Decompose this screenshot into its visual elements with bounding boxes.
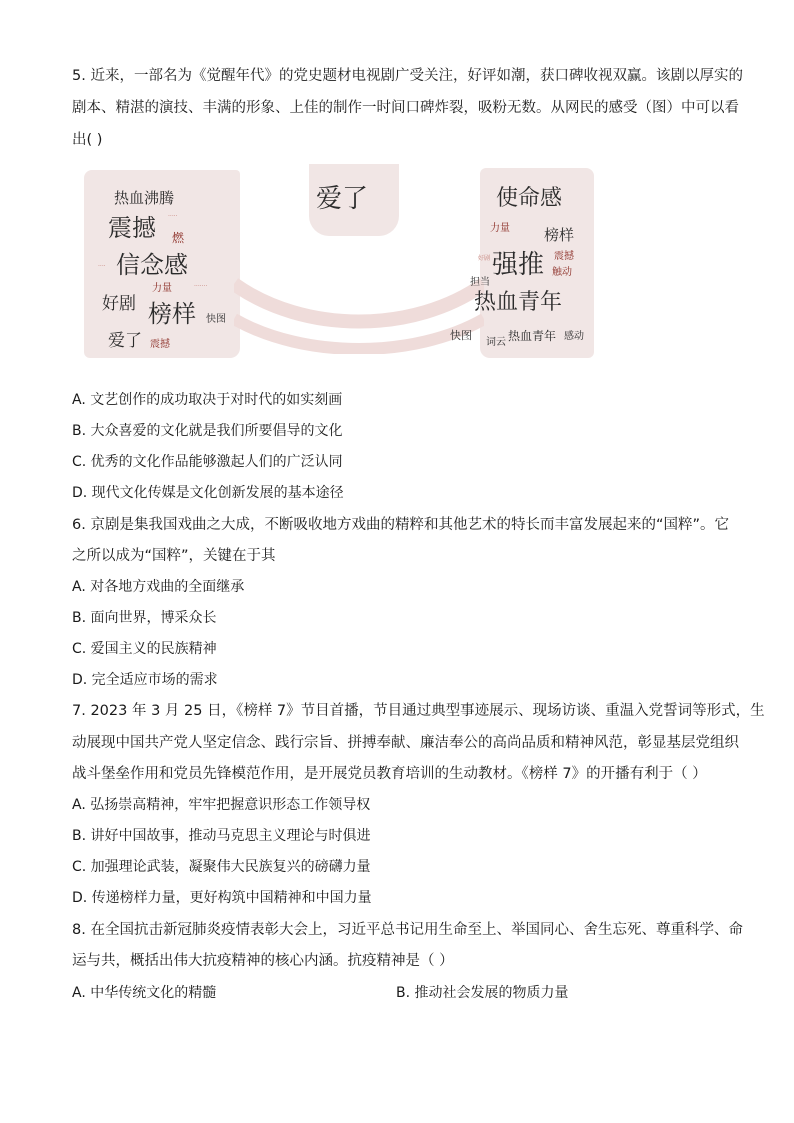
q6-stem-line-2: 之所以成为“国粹”，关键在于其 — [72, 548, 276, 564]
left-word: 震撼 — [150, 339, 170, 350]
right-word: 触动 — [552, 267, 572, 278]
left-word: 震撼 — [108, 214, 156, 242]
q6-option-a[interactable]: A. 对各地方戏曲的全面继承 — [72, 579, 245, 595]
small-word: ····· — [168, 213, 178, 220]
left-word: 力量 — [152, 283, 172, 294]
ribbon-graphic — [234, 274, 484, 354]
right-word: 热血青年 — [474, 290, 563, 315]
q8-option-b[interactable]: B. 推动社会发展的物质力量 — [396, 985, 569, 1001]
right-word: 力量 — [490, 223, 510, 234]
right-word: 热血青年 — [508, 329, 557, 343]
left-word: 爱了 — [108, 331, 142, 351]
left-word: 燃 — [172, 231, 185, 245]
q7-option-a[interactable]: A. 弘扬崇高精神，牢牢把握意识形态工作领导权 — [72, 797, 371, 813]
left-word: 快图 — [206, 314, 226, 325]
q5-stem-line-1: 5. 近来，一部名为《觉醒年代》的党史题材电视剧广受关注，好评如潮，获口碑收视双赢。该剧以厚实的 — [72, 68, 743, 84]
right-word: 担当 — [470, 277, 490, 288]
q5-option-a[interactable]: A. 文艺创作的成功取决于对时代的如实刻画 — [72, 392, 343, 408]
q8-option-a[interactable]: A. 中华传统文化的精髓 — [72, 985, 217, 1001]
center-word: 爱了 — [316, 184, 369, 214]
q5-stem-line-3: 出( ) — [72, 132, 103, 148]
q7-option-b[interactable]: B. 讲好中国故事，推动马克思主义理论与时俱进 — [72, 828, 371, 844]
left-word: 好剧 — [102, 294, 136, 314]
q7-stem-line-3: 战斗堡垒作用和党员先锋模范作用，是开展党员教育培训的生动教材。《榜样 7》的开播有利于（ ） — [72, 766, 707, 782]
q7-option-c[interactable]: C. 加强理论武装，凝聚伟大民族复兴的磅礴力量 — [72, 859, 371, 875]
right-word: 快图 — [450, 329, 472, 342]
q6-option-b[interactable]: B. 面向世界，博采众长 — [72, 610, 217, 626]
q5-option-c[interactable]: C. 优秀的文化作品能够激起人们的广泛认同 — [72, 454, 343, 470]
right-word: 使命感 — [496, 186, 563, 211]
left-word: 榜样 — [148, 300, 196, 328]
word-cloud-figure — [84, 164, 594, 360]
small-word: ···· — [98, 263, 106, 270]
left-word: 热血沸腾 — [114, 189, 175, 207]
q5-stem-line-2: 剧本、精湛的演技、丰满的形象、上佳的制作一时间口碑炸裂，吸粉无数。从网民的感受（图）中可以看 — [72, 100, 739, 116]
q6-stem-line-1: 6. 京剧是集我国戏曲之大成，不断吸收地方戏曲的精粹和其他艺术的特长而丰富发展起来的“国粹”。它 — [72, 517, 729, 533]
right-word: 感动 — [564, 331, 584, 342]
q7-stem-line-1: 7. 2023 年 3 月 25 日，《榜样 7》节目首播，节目通过典型事迹展示、现场访谈、重温入党誓词等形式，生 — [72, 703, 765, 719]
q6-option-c[interactable]: C. 爱国主义的民族精神 — [72, 641, 217, 657]
q7-stem-line-2: 动展现中国共产党人坚定信念、践行宗旨、拼搏奉献、廉洁奉公的高尚品质和精神风范，彰显基层党组织 — [72, 735, 739, 751]
left-word: 信念感 — [116, 251, 188, 279]
q7-option-d[interactable]: D. 传递榜样力量，更好构筑中国精神和中国力量 — [72, 890, 372, 906]
right-word: 强推 — [492, 250, 545, 280]
right-word: 词云 — [486, 337, 506, 348]
right-word: 榜样 — [544, 226, 575, 244]
small-word: ······· — [194, 283, 208, 290]
right-word: 好剧 — [478, 255, 491, 262]
q6-option-d[interactable]: D. 完全适应市场的需求 — [72, 672, 218, 688]
right-word: 震撼 — [554, 251, 574, 262]
q8-stem-line-2: 运与共，概括出伟大抗疫精神的核心内涵。抗疫精神是（ ） — [72, 953, 454, 969]
q5-option-d[interactable]: D. 现代文化传媒是文化创新发展的基本途径 — [72, 485, 344, 501]
q8-stem-line-1: 8. 在全国抗击新冠肺炎疫情表彰大会上，习近平总书记用生命至上、举国同心、舍生忘死、尊重科学、命 — [72, 922, 743, 938]
q5-option-b[interactable]: B. 大众喜爱的文化就是我们所要倡导的文化 — [72, 423, 343, 439]
